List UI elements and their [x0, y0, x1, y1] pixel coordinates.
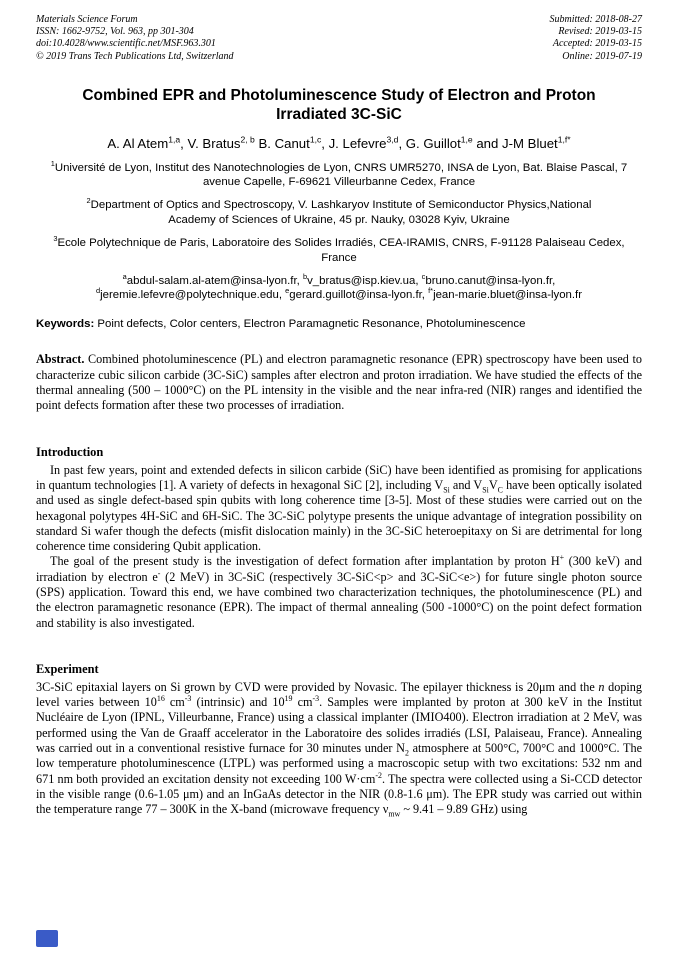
abstract-paragraph: Abstract. Combined photoluminescence (PL) and electron paramagnetic resonance (EPR) spectroscopy have been used to characterize cubic silicon carbide (3C-SiC) samples after electron and proton irradiation. We have studied the effects of the thermal annealing (500 – 1000°C) on the PL intensity in the visible and the near infra-red (NIR) ranges and identified the point defects formation after these two processes of irradiation.	[36, 352, 642, 413]
section-heading-introduction: Introduction	[36, 444, 104, 459]
doi-line: doi:10.4028/www.scientific.net/MSF.963.301	[36, 38, 216, 50]
paper-title: Combined EPR and Photoluminescence Study of Electron and Proton Irradiated 3C-SiC	[82, 86, 596, 123]
submitted-date: Submitted: 2018-08-27	[549, 14, 642, 25]
revised-date: Revised: 2019-03-15	[558, 26, 642, 38]
issn-volume-line: ISSN: 1662-9752, Vol. 963, pp 301-304	[36, 26, 194, 38]
journal-title: Materials Science Forum	[36, 14, 138, 25]
journal-info	[36, 14, 234, 63]
experiment-paragraph-1: 3C-SiC epitaxial layers on Si grown by CVD were provided by Novasic. The epilayer thickness is 20μm and the n doping level varies between $10^{16}$ $cm^{-3}$ (intrinsic) and $10^{19}$ $cm^{-3}$. Samples were implanted by proton at 300 keV in the Institut Nucléaire de Lyon (IPNL, Villeurbanne, France) using a classical implanter (IMIO400). Electron irradiation at 2 MeV, was performed using the Van de Graaff accelerator in the Laboratoire des solides irradiés (LSI, Palaiseau, France). Annealing was carried out in a conventional resistive furnace for 30 minutes under $N_2$ atmosphere at 500°C, 700°C and 1000°C. The low temperature photoluminescence (LTPL) was performed using a macroscopic setup with two excitations: 532 nm and 671 nm both provided an excitation density not exceeding 100 $W\cdot cm^{-2}$. The spectra were collected using a Si-CCD detector in the visible range (0.6-1.05 μm) and an InGaAs detector in the NIR (0.8-1.6 μm). The EPR study was carried out within the temperature range 77 – 300K in the X-band (microwave frequency $\nu_{mw}$ ~ 9.41 – 9.89 GHz) using	[36, 679, 643, 819]
introduction-paragraph-2: The goal of the present study is the investigation of defect formation after implantation by proton H+ (300 keV) and irradiation by electron e- (2 MeV) in 3C-SiC (respectively 3C-SiC<p> and 3C-SiC<e>) for future single photon source (SPS) application. Toward this end, we have combined two characterization techniques, the photoluminescence (PL) and the electron paramagnetic resonance (EPR). The impact of thermal annealing (500 -1000°C) on the point defect formation and stability is also investigated.	[36, 553, 643, 630]
online-date: Online: 2019-07-19	[562, 50, 642, 62]
keywords-line: Keywords: Point defects, Color centers, Electron Paramagnetic Resonance, Photoluminescence	[36, 317, 526, 330]
submission-dates	[550, 14, 643, 63]
journal-header	[36, 14, 642, 63]
authors-line: A. Al Atem$^{1,a}$, V. Bratus$^{2, b}$ B. Canut$^{1,c}$, J. Lefevre$^{3,d}$, G. Guillot$^{1,e}$ and J-M Bluet$^{1,f*}$	[107, 134, 571, 151]
affiliation-2: $^2$Department of Optics and Spectroscopy, V. Lashkaryov Institute of Semiconductor Physics,National Academy of Sciences of Ukraine, 45 pr. Nauky, 03028 Kyiv, Ukraine	[86, 196, 592, 226]
introduction-paragraph-1: In past few years, point and extended defects in silicon carbide (SiC) have been identified as promising for applications in quantum technologies [1]. A variety of defects in hexagonal SiC [2], including $V_{Si}$ and $V_{Si}V_C$ have been optically isolated and used as single defect-based spin qubits with long coherence time [3-5]. Most of these studies were carried out on the hexagonal polytypes 4H-SiC and 6H-SiC. The 3C-SiC polytype presents the unique advantage of integration possibility on standard Si wafer though the defects (misfit dislocation mainly) in the 3C-SiC heteroepitaxy on Si are detrimental for long coherence time considering Qubit application.	[36, 462, 642, 554]
footer-stamp-icon[interactable]	[36, 930, 58, 947]
section-heading-experiment: Experiment	[36, 661, 99, 676]
affiliation-1: $^1$Université de Lyon, Institut des Nanotechnologies de Lyon, CNRS UMR5270, INSA de Lyon, Bat. Blaise Pascal, 7 avenue Capelle, F-69621 Villeurbanne Cedex, France	[50, 158, 628, 189]
affiliation-3: $^3$Ecole Polytechnique de Paris, Laboratoire des Solides Irradiés, CEA-IRAMIS, CNRS, F-91128 Palaiseau Cedex, France	[53, 234, 625, 264]
author-emails: $^a$abdul-salam.al-atem@insa-lyon.fr, $^b$v_bratus@isp.kiev.ua, $^c$bruno.canut@insa-lyon.fr, $^d$jeremie.lefevre@polytechnique.edu, $^e$gerard.guillot@insa-lyon.fr, $^{f*}$jean-marie.bluet@insa-lyon.fr	[95, 272, 583, 302]
accepted-date: Accepted: 2019-03-15	[552, 38, 642, 50]
copyright-line: © 2019 Trans Tech Publications Ltd, Switzerland	[36, 50, 234, 62]
